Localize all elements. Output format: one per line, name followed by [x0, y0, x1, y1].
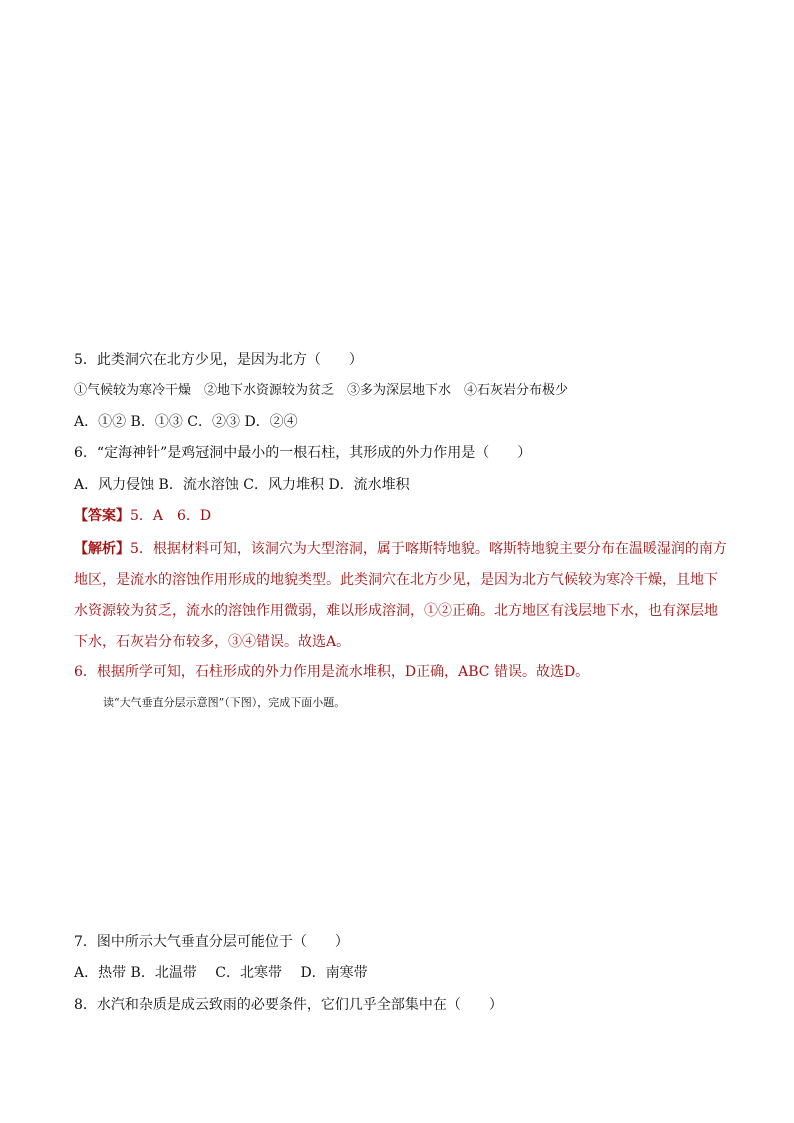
answer-tag: 【答案】 [74, 508, 130, 524]
analysis-text-5: 6．根据所学可知，石柱形成的外力作用是流水堆积，D正确，ABC 错误。故选D。 [74, 664, 590, 680]
q6-options: A．风力侵蚀 B．流水溶蚀 C．风力堆积 D．流水堆积 [74, 477, 410, 493]
answer-line [74, 506, 211, 526]
q8-stem: 8．水汽和杂质是成云致雨的必要条件，它们几乎全部集中在（ ） [74, 997, 503, 1013]
q7-stem: 7．图中所示大气垂直分层可能位于（ ） [74, 934, 349, 950]
q5-conditions: ①气候较为寒冷干燥 ②地下水资源较为贫乏 ③多为深层地下水 ④石灰岩分布极少 [74, 383, 569, 398]
analysis-text-4: 下水，石灰岩分布较多，③④错误。故选A。 [74, 634, 351, 650]
q6-stem: 6．“定海神针”是鸡冠洞中最小的一根石柱，其形成的外力作用是（ ） [74, 445, 532, 461]
analysis-text-3: 水资源较为贫乏，流水的溶蚀作用微弱，难以形成溶洞，①②正确。北方地区有浅层地下水，也有深层地 [74, 603, 718, 619]
q5-options: A．①② B．①③ C．②③ D．②④ [74, 414, 298, 430]
q5-stem: 5．此类洞穴在北方少见，是因为北方（ ） [74, 352, 363, 368]
figure-placeholder-diagram [74, 720, 720, 920]
analysis-line-1 [74, 539, 727, 559]
analysis-tag: 【解析】 [74, 541, 130, 557]
figure-placeholder-top [74, 20, 720, 340]
answer-text: 5．A 6．D [130, 508, 212, 524]
analysis-text-2: 地区，是流水的溶蚀作用形成的地貌类型。此类洞穴在北方少见，是因为北方气候较为寒冷干燥，且地下 [74, 572, 718, 588]
diagram-instruction: 读“大气垂直分层示意图”（下图），完成下面小题。 [103, 696, 346, 709]
analysis-text-1: 5．根据材料可知，该洞穴为大型溶洞，属于喀斯特地貌。喀斯特地貌主要分布在温暖湿润的南方 [130, 541, 727, 557]
q7-options: A．热带 B．北温带 C．北寒带 D．南寒带 [74, 965, 368, 981]
